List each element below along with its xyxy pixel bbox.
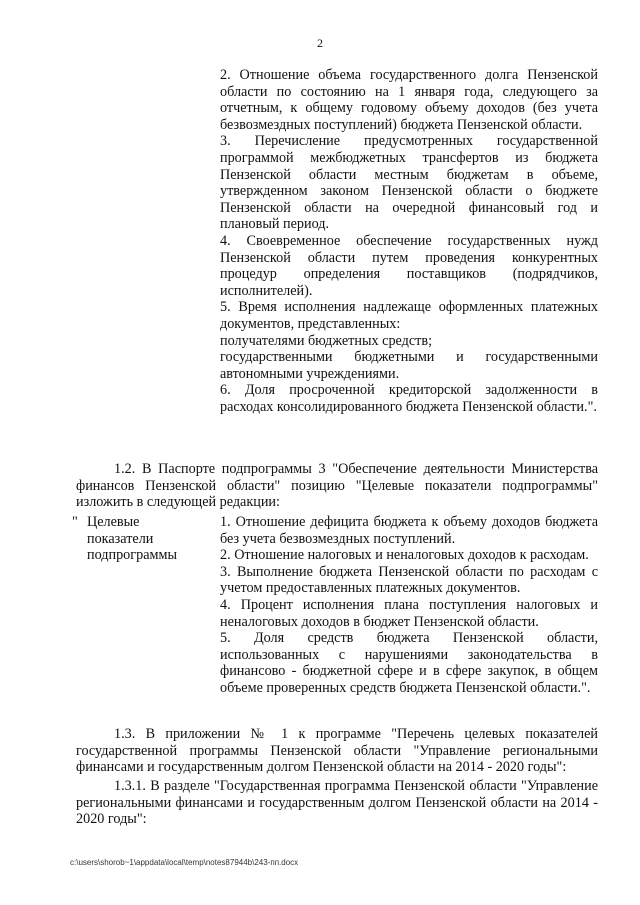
file-path-footer: c:\users\shorob~1\appdata\local\temp\notes87944b\243-пп.docx xyxy=(70,858,299,867)
target-item: 4. Своевременное обеспечение государственных нужд Пензенской области путем проведения конкурентных процедур определения поставщиков (подрядчиков, исполнителей). xyxy=(220,232,598,299)
opening-quote: " xyxy=(72,514,78,530)
target-item: 2. Отношение объема государственного долга Пензенской области по состоянию на 1 января года, следующего за отчетным, к общему годовому объему доходов (без учета безвозмездных поступлений) бюджета Пензенской области. xyxy=(220,67,598,133)
passport-items-cell xyxy=(220,514,598,697)
passport-label-line: показатели xyxy=(87,530,154,547)
passport-item: 1. Отношение дефицита бюджета к объему доходов бюджета без учета безвозмездных поступлений. xyxy=(220,514,598,547)
passport-label-line: Целевые xyxy=(87,514,140,530)
passport-label-cell xyxy=(72,514,216,564)
paragraph-1-3: 1.3. В приложении № 1 к программе "Перечень целевых показателей государственной программы Пензенской области "Управление региональными финансами и государственным долгом Пензенской области на 2014 - 2020 годы": xyxy=(76,726,598,776)
target-item: 3. Перечисление предусмотренных государственной программой межбюджетных трансфертов из бюджета Пензенской области местным бюджетам в объеме, утвержденном законом Пензенской области о бюджете Пензенской области на очередной финансовый год и плановый период. xyxy=(220,133,598,233)
passport-label-line: подпрограммы xyxy=(87,547,177,564)
target-item: 6. Доля просроченной кредиторской задолженности в расходах консолидированного бюджета Пензенской области.". xyxy=(220,382,598,415)
target-item: получателями бюджетных средств; xyxy=(220,332,433,349)
target-item: 5. Время исполнения надлежаще оформленных платежных документов, представленных: xyxy=(220,299,598,332)
paragraph-1-2: 1.2. В Паспорте подпрограммы 3 "Обеспечение деятельности Министерства финансов Пензенской области" позицию "Целевые показатели подпрограммы" изложить в следующей редакции: xyxy=(76,461,598,511)
paragraph-1-3-1: 1.3.1. В разделе "Государственная программа Пензенской области "Управление региональными финансами и государственным долгом Пензенской области на 2014 - 2020 годы": xyxy=(76,778,598,828)
page-number: 2 xyxy=(317,36,323,50)
passport-item: 4. Процент исполнения плана поступления налоговых и неналоговых доходов в бюджет Пензенской области. xyxy=(220,596,598,630)
targets-list xyxy=(220,67,598,415)
target-item: государственными бюджетными и государственными автономными учреждениями. xyxy=(220,349,598,382)
passport-item: 5. Доля средств бюджета Пензенской области, использованных с нарушениями законодательства в финансово - бюджетной сфере и в сфере закупок, в общем объеме проверенных средств бюджета Пензенской области.". xyxy=(220,630,598,696)
passport-item: 2. Отношение налоговых и неналоговых доходов к расходам. xyxy=(220,547,589,564)
passport-item: 3. Выполнение бюджета Пензенской области по расходам с учетом предоставленных платежных документов. xyxy=(220,563,598,597)
